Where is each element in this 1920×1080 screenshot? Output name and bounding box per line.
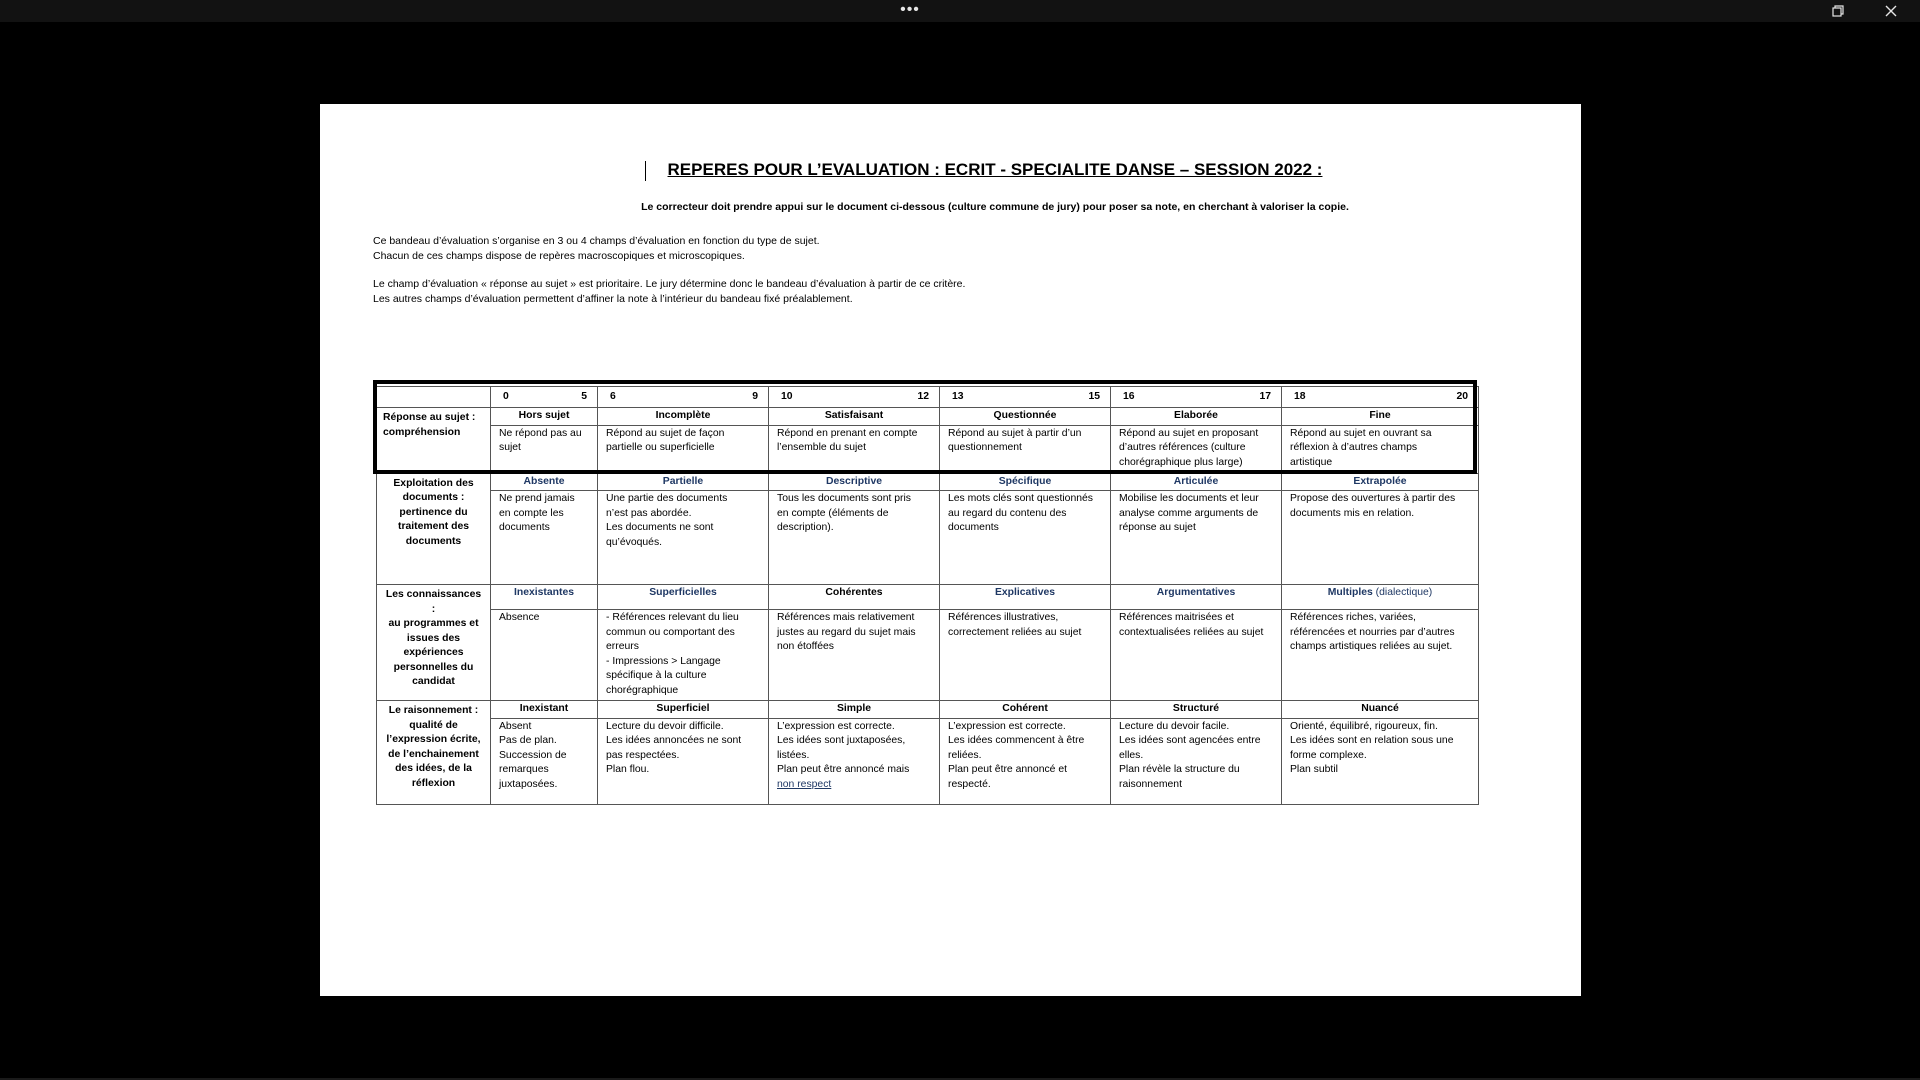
level-header: Superficielles	[598, 585, 769, 610]
restore-icon	[1832, 5, 1844, 17]
level-header: Argumentatives	[1111, 585, 1282, 610]
level-header: Structuré	[1111, 701, 1282, 719]
level-description: Références illustratives, correctement reliées au sujet	[940, 610, 1111, 701]
level-description: Tous les documents sont pris en compte (éléments de description).	[769, 491, 940, 585]
level-description: L’expression est correcte. Les idées commencent à être reliées. Plan peut être annoncé et respecté.	[940, 718, 1111, 804]
paragraph-line: Ce bandeau d’évaluation s’organise en 3 ou 4 champs d’évaluation en fonction du type de sujet.	[373, 235, 820, 247]
level-header: Articulée	[1111, 473, 1282, 491]
level-header: Superficiel	[598, 701, 769, 719]
close-button[interactable]	[1878, 0, 1904, 22]
document-page	[320, 104, 1581, 996]
more-icon: •••	[900, 1, 920, 18]
level-header: Nuancé	[1282, 701, 1479, 719]
level-description: Références maitrisées et contextualisées reliées au sujet	[1111, 610, 1282, 701]
level-header: Inexistant	[491, 701, 598, 719]
paragraph-line: Les autres champs d’évaluation permettent d’affiner la note à l’intérieur du bandeau fixé préalablement.	[373, 292, 853, 305]
level-description: Répond en prenant en compte l’ensemble du sujet	[769, 425, 940, 473]
criterion-label: Les connaissances : au programmes et issues des expériences personnelles du candidat	[377, 585, 491, 701]
level-description: Absent Pas de plan. Succession de remarques juxtaposées.	[491, 718, 598, 804]
level-header: Partielle	[598, 473, 769, 491]
level-description: Propose des ouvertures à partir des documents mis en relation.	[1282, 491, 1479, 585]
level-description: Références mais relativement justes au regard du sujet mais non étoffées	[769, 610, 940, 701]
score-range: 13 15	[940, 387, 1111, 408]
level-description: Ne répond pas au sujet	[491, 425, 598, 473]
criterion-header-row	[377, 701, 1479, 719]
level-header: Descriptive	[769, 473, 940, 491]
paragraph-line: Le champ d’évaluation « réponse au sujet » est prioritaire. Le jury détermine donc le bandeau d’évaluation à partir de ce critère.	[373, 278, 966, 290]
criterion-label: Réponse au sujet : compréhension	[377, 408, 491, 474]
level-description: Ne prend jamais en compte les documents	[491, 491, 598, 585]
level-description: Absence	[491, 610, 598, 701]
level-description: Lecture du devoir difficile. Les idées annoncées ne sont pas respectées. Plan flou.	[598, 718, 769, 804]
level-header: Multiples (dialectique)	[1282, 585, 1479, 610]
level-header: Elaborée	[1111, 408, 1282, 426]
level-header: Spécifique	[940, 473, 1111, 491]
paragraph-line: Chacun de ces champs dispose de repères macroscopiques et microscopiques.	[373, 249, 745, 262]
level-header: Extrapolée	[1282, 473, 1479, 491]
score-range: 18 20	[1282, 387, 1479, 408]
more-options-button[interactable]	[892, 0, 928, 22]
level-header: Incomplète	[598, 408, 769, 426]
level-description: Une partie des documents n’est pas abordée. Les documents ne sont qu’évoqués.	[598, 491, 769, 585]
criterion-body-row	[377, 718, 1479, 804]
evaluation-table	[376, 386, 1479, 805]
criterion-header-row	[377, 585, 1479, 610]
level-description: Répond au sujet de façon partielle ou superficielle	[598, 425, 769, 473]
close-icon	[1885, 5, 1897, 17]
level-header: Absente	[491, 473, 598, 491]
level-description: Répond au sujet en ouvrant sa réflexion à d’autres champs artistique	[1282, 425, 1479, 473]
criterion-label: Le raisonnement : qualité de l’expression écrite, de l’enchainement des idées, de la réflexion	[377, 701, 491, 805]
level-header: Cohérentes	[769, 585, 940, 610]
criterion-body-row	[377, 491, 1479, 585]
level-header: Inexistantes	[491, 585, 598, 610]
page-title: REPERES POUR L’EVALUATION : ECRIT - SPECIALITE DANSE – SESSION 2022 :	[667, 160, 1323, 179]
priority-paragraph	[373, 277, 965, 306]
score-range: 0 5	[491, 387, 598, 408]
level-description: Répond au sujet à partir d’un questionnement	[940, 425, 1111, 473]
level-header: Fine	[1282, 408, 1479, 426]
criterion-header-row	[377, 473, 1479, 491]
level-description: Lecture du devoir facile. Les idées sont agencées entre elles. Plan révèle la structure du raisonnement	[1111, 718, 1282, 804]
intro-paragraph	[373, 234, 820, 263]
criterion-body-row	[377, 425, 1479, 473]
level-header: Explicatives	[940, 585, 1111, 610]
level-header: Questionnée	[940, 408, 1111, 426]
level-description: Mobilise les documents et leur analyse comme arguments de réponse au sujet	[1111, 491, 1282, 585]
score-range-row	[377, 387, 1479, 408]
criterion-header-row	[377, 408, 1479, 426]
page-subtitle: Le correcteur doit prendre appui sur le document ci-dessous (culture commune de jury) pour poser sa note, en cherchant à valoriser la copie.	[641, 201, 1349, 213]
level-description: - Références relevant du lieu commun ou comportant des erreurs - Impressions > Langage spécifique à la culture chorégraphique	[598, 610, 769, 701]
criterion-body-row	[377, 610, 1479, 701]
empty-corner-cell	[377, 387, 491, 408]
criterion-label: Exploitation des documents : pertinence du traitement des documents	[377, 473, 491, 585]
level-header: Cohérent	[940, 701, 1111, 719]
level-description: L’expression est correcte. Les idées sont juxtaposées, listées. Plan peut être annoncé mais non respect	[769, 718, 940, 804]
viewer-title-bar	[0, 0, 1920, 22]
level-description: Orienté, équilibré, rigoureux, fin. Les idées sont en relation sous une forme complexe. Plan subtil	[1282, 718, 1479, 804]
level-header: Hors sujet	[491, 408, 598, 426]
score-range: 16 17	[1111, 387, 1282, 408]
score-range: 10 12	[769, 387, 940, 408]
level-description: Les mots clés sont questionnés au regard du contenu des documents	[940, 491, 1111, 585]
level-description: Répond au sujet en proposant d’autres références (culture chorégraphique plus large)	[1111, 425, 1282, 473]
restore-button[interactable]	[1826, 0, 1850, 22]
level-header: Simple	[769, 701, 940, 719]
level-header: Satisfaisant	[769, 408, 940, 426]
level-description: Références riches, variées, référencées et nourries par d’autres champs artistiques reliées au sujet.	[1282, 610, 1479, 701]
score-range: 6 9	[598, 387, 769, 408]
